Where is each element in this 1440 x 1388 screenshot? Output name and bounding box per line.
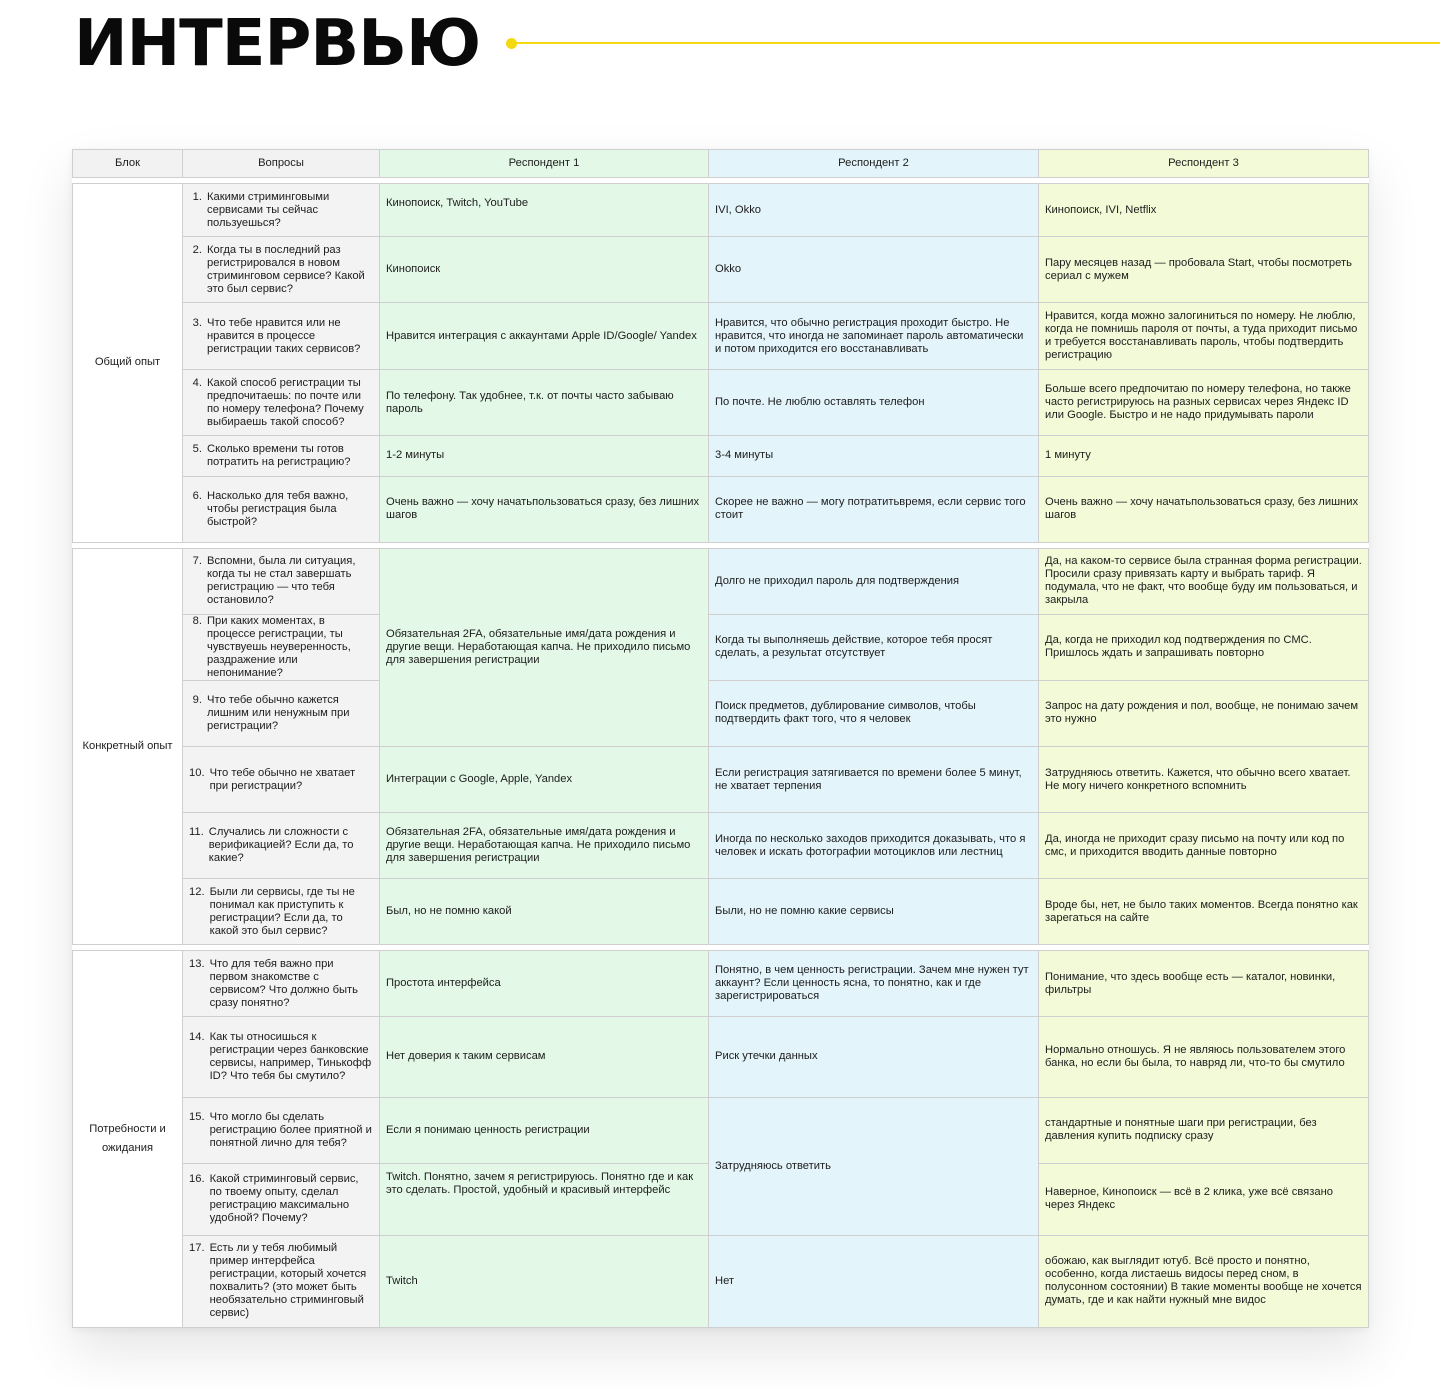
- answer-respondent-2: Риск утечки данных: [709, 1017, 1039, 1097]
- table-row: [73, 614, 1369, 680]
- header-respondent-1: Респондент 1: [380, 150, 709, 178]
- answer-respondent-2: По почте. Не люблю оставлять телефон: [709, 370, 1039, 436]
- answer-respondent-1: 1-2 минуты: [380, 436, 709, 476]
- table-row: [73, 951, 1369, 1017]
- question-cell: 6. Насколько для тебя важно, чтобы регистрация была быстрой?: [183, 476, 380, 542]
- answer-respondent-3: Нормально отношусь. Я не являюсь пользователем этого банка, но если бы была, то навряд ли, что-то бы смутило: [1039, 1017, 1369, 1097]
- question-cell: 12. Были ли сервисы, где ты не понимал как приступить к регистрации? Если да, то какой это был сервис?: [183, 879, 380, 945]
- header-respondent-3: Респондент 3: [1039, 150, 1369, 178]
- answer-respondent-3: обожаю, как выглядит ютуб. Всё просто и понятно, особенно, когда листаешь видосы перед сном, в полусонном состоянии) В такие моменты вообще не хочется думать, где и как найти нужный мне видос: [1039, 1235, 1369, 1327]
- question-cell: 3. Что тебе нравится или не нравится в процессе регистрации таких сервисов?: [183, 303, 380, 370]
- block-label: Конкретный опыт: [73, 548, 183, 945]
- table-row: [73, 680, 1369, 746]
- answer-respondent-3: Понимание, что здесь вообще есть — каталог, новинки, фильтры: [1039, 951, 1369, 1017]
- answer-respondent-2: Если регистрация затягивается по времени более 5 минут, не хватает терпения: [709, 746, 1039, 812]
- table-row: [73, 548, 1369, 614]
- table-row: [73, 813, 1369, 879]
- question-cell: 11. Случались ли сложности с верификацией? Если да, то какие?: [183, 813, 380, 879]
- answer-respondent-3: Кинопоиск, IVI, Netflix: [1039, 184, 1369, 237]
- block-label: Общий опыт: [73, 184, 183, 543]
- question-cell: 5. Сколько времени ты готов потратить на регистрацию?: [183, 436, 380, 476]
- table-row: [73, 436, 1369, 476]
- answer-respondent-3: Очень важно — хочу начатьпользоваться сразу, без лишних шагов: [1039, 476, 1369, 542]
- answer-respondent-2: Okko: [709, 237, 1039, 303]
- answer-respondent-2: 3-4 минуты: [709, 436, 1039, 476]
- answer-respondent-1: Twitch: [380, 1235, 709, 1327]
- answer-respondent-3: Да, на каком-то сервисе была странная форма регистрации. Просили сразу привязать карту и выбрать тариф. Я подумала, что не факт, что вообще буду им пользоваться, и закрыла: [1039, 548, 1369, 614]
- question-cell: 4. Какой способ регистрации ты предпочитаешь: по почте или по номеру телефона? Почему выбираешь такой способ?: [183, 370, 380, 436]
- interview-table-container: [72, 149, 1368, 1328]
- answer-respondent-1: Нет доверия к таким сервисам: [380, 1017, 709, 1097]
- interview-table: [72, 149, 1369, 1328]
- answer-respondent-1: Кинопоиск: [380, 237, 709, 303]
- question-cell: 2. Когда ты в последний раз регистрировался в новом стриминговом сервисе? Какой это был сервис?: [183, 237, 380, 303]
- answer-respondent-3: Да, когда не приходил код подтверждения по СМС. Пришлось ждать и запрашивать повторно: [1039, 614, 1369, 680]
- answer-respondent-2: Понятно, в чем ценность регистрации. Зачем мне нужен тут аккаунт? Если ценность ясна, то понятно, как и где зарегистрироваться: [709, 951, 1039, 1017]
- answer-respondent-3: Вроде бы, нет, не было таких моментов. Всегда понятно как зарегаться на сайте: [1039, 879, 1369, 945]
- table-row: [73, 476, 1369, 542]
- answer-respondent-3: Наверное, Кинопоиск — всё в 2 клика, уже всё связано через Яндекс: [1039, 1163, 1369, 1235]
- table-header-row: [73, 150, 1369, 178]
- answer-respondent-1: Был, но не помню какой: [380, 879, 709, 945]
- question-cell: 14. Как ты относишься к регистрации через банковские сервисы, например, Тинькофф ID? Что тебя бы смутило?: [183, 1017, 380, 1097]
- answer-respondent-2: Когда ты выполняешь действие, которое тебя просят сделать, а результат отсутствует: [709, 614, 1039, 680]
- table-row: [73, 1235, 1369, 1327]
- header-block: Блок: [73, 150, 183, 178]
- answer-respondent-2: Затрудняюсь ответить: [709, 1097, 1039, 1235]
- answer-respondent-1: По телефону. Так удобнее, т.к. от почты часто забываю пароль: [380, 370, 709, 436]
- header-questions: Вопросы: [183, 150, 380, 178]
- answer-respondent-2: Нет: [709, 1235, 1039, 1327]
- answer-respondent-3: Запрос на дату рождения и пол, вообще, не понимаю зачем это нужно: [1039, 680, 1369, 746]
- header-respondent-2: Респондент 2: [709, 150, 1039, 178]
- answer-respondent-3: Затрудняюсь ответить. Кажется, что обычно всего хватает. Не могу ничего конкретного вспомнить: [1039, 746, 1369, 812]
- answer-respondent-1: Интеграции с Google, Apple, Yandex: [380, 746, 709, 812]
- answer-respondent-3: 1 минуту: [1039, 436, 1369, 476]
- accent-line: [512, 42, 1440, 44]
- answer-respondent-2: Скорее не важно — могу потратитьвремя, если сервис того стоит: [709, 476, 1039, 542]
- question-cell: 1. Какими стриминговыми сервисами ты сейчас пользуешься?: [183, 184, 380, 237]
- page-title: ИНТЕРВЬЮ: [74, 7, 481, 81]
- question-cell: 10. Что тебе обычно не хватает при регистрации?: [183, 746, 380, 812]
- question-cell: 9. Что тебе обычно кажется лишним или ненужным при регистрации?: [183, 680, 380, 746]
- table-row: [73, 303, 1369, 370]
- answer-respondent-1: Простота интерфейса: [380, 951, 709, 1017]
- answer-respondent-1: Нравится интеграция с аккаунтами Apple ID/Google/ Yandex: [380, 303, 709, 370]
- answer-respondent-1: Очень важно — хочу начатьпользоваться сразу, без лишних шагов: [380, 476, 709, 542]
- answer-respondent-3: Нравится, когда можно залогиниться по номеру. Не люблю, когда не помнишь пароля от почты, а туда приходит письмо и требуется восстанавливать пароль, чтобы подтвердить регистрацию: [1039, 303, 1369, 370]
- table-row: [73, 746, 1369, 812]
- answer-respondent-3: Больше всего предпочитаю по номеру телефона, но также часто регистрируюсь на разных сервисах через Яндекс ID или Google. Быстро и не надо придумывать пароли: [1039, 370, 1369, 436]
- table-row: [73, 237, 1369, 303]
- answer-respondent-2: Иногда по несколько заходов приходится доказывать, что я человек и искать фотографии мотоциклов или лестниц: [709, 813, 1039, 879]
- table-row: [73, 1017, 1369, 1097]
- table-row: [73, 184, 1369, 237]
- question-cell: 7. Вспомни, была ли ситуация, когда ты не стал завершать регистрацию — что тебя остановило?: [183, 548, 380, 614]
- answer-respondent-3: стандартные и понятные шаги при регистрации, без давления купить подписку сразу: [1039, 1097, 1369, 1163]
- answer-respondent-2: IVI, Okko: [709, 184, 1039, 237]
- answer-respondent-1: Если я понимаю ценность регистрации: [380, 1097, 709, 1163]
- answer-respondent-3: Да, иногда не приходит сразу письмо на почту или код по смс, и приходится вводить данные повторно: [1039, 813, 1369, 879]
- block-label: Потребности и ожидания: [73, 951, 183, 1328]
- question-cell: 16. Какой стриминговый сервис, по твоему опыту, сделал регистрацию максимально удобной? Почему?: [183, 1163, 380, 1235]
- question-cell: 8. При каких моментах, в процессе регистрации, ты чувствуешь неуверенность, раздражение или непонимание?: [183, 614, 380, 680]
- answer-respondent-1: Обязательная 2FA, обязательные имя/дата рождения и другие вещи. Неработающая капча. Не приходило письмо для завершения регистрации: [380, 813, 709, 879]
- answer-respondent-2: Были, но не помню какие сервисы: [709, 879, 1039, 945]
- question-cell: 17. Есть ли у тебя любимый пример интерфейса регистрации, который хочется похвалить? (это может быть необязательно стриминговый сервис): [183, 1235, 380, 1327]
- answer-respondent-1: Кинопоиск, Twitch, YouTube: [380, 184, 709, 237]
- answer-respondent-1: Обязательная 2FA, обязательные имя/дата рождения и другие вещи. Неработающая капча. Не приходило письмо для завершения регистрации: [380, 548, 709, 746]
- answer-respondent-2: Поиск предметов, дублирование символов, чтобы подтвердить факт того, что я человек: [709, 680, 1039, 746]
- table-row: [73, 1097, 1369, 1163]
- table-row: [73, 370, 1369, 436]
- answer-respondent-3: Пару месяцев назад — пробовала Start, чтобы посмотреть сериал с мужем: [1039, 237, 1369, 303]
- answer-respondent-1: Twitch. Понятно, зачем я регистрируюсь. Понятно где и как это сделать. Простой, удобный и красивый интерфейс: [380, 1163, 709, 1235]
- question-cell: 15. Что могло бы сделать регистрацию более приятной и понятной лично для тебя?: [183, 1097, 380, 1163]
- answer-respondent-2: Долго не приходил пароль для подтверждения: [709, 548, 1039, 614]
- question-cell: 13. Что для тебя важно при первом знакомстве с сервисом? Что должно быть сразу понятно?: [183, 951, 380, 1017]
- answer-respondent-2: Нравится, что обычно регистрация проходит быстро. Не нравится, что иногда не запоминает пароль автоматически и потом приходится его восстанавливать: [709, 303, 1039, 370]
- table-row: [73, 879, 1369, 945]
